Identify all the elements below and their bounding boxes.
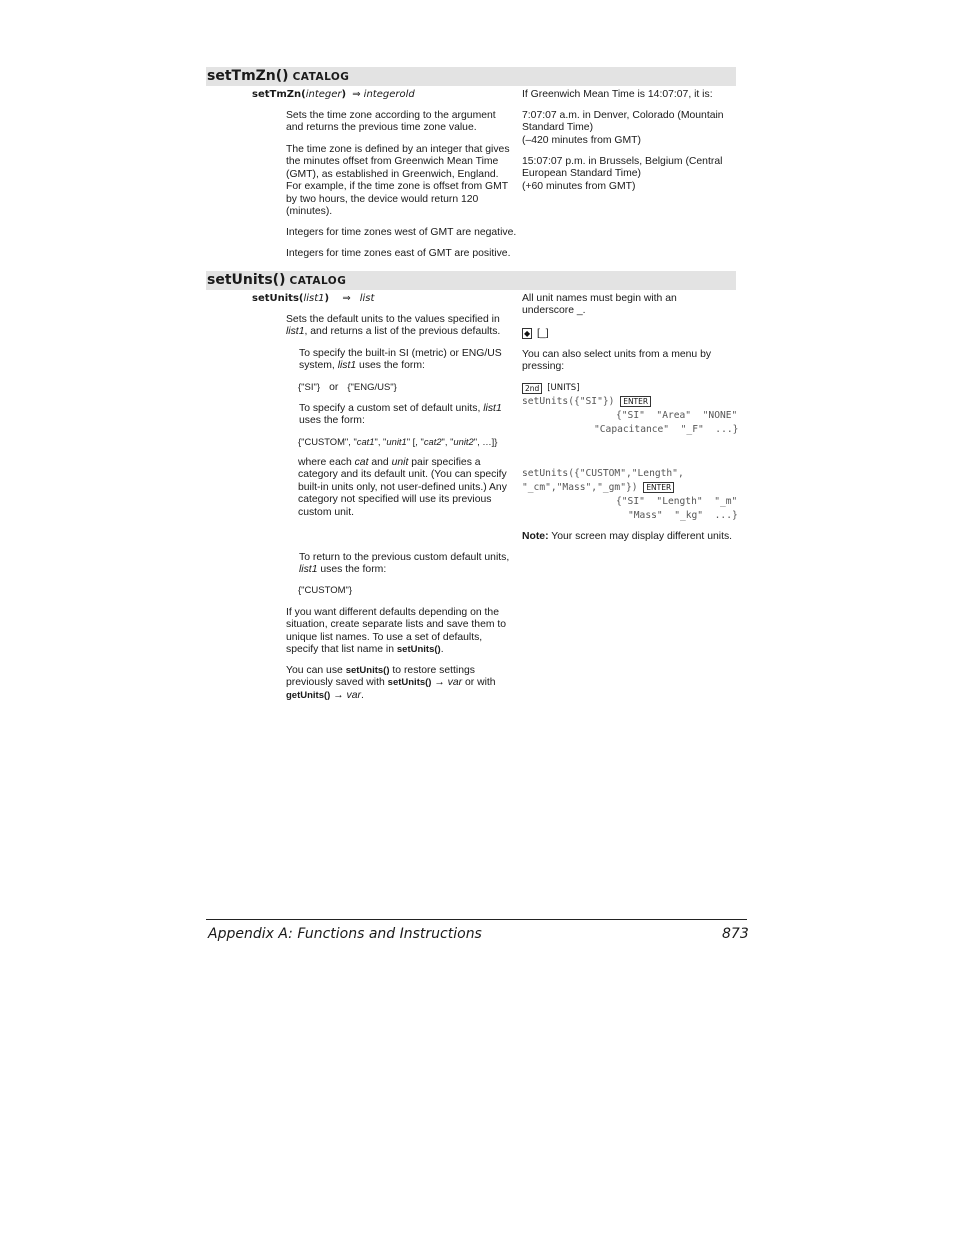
store-arrow-icon: → (431, 677, 448, 689)
text: . (360, 689, 364, 701)
text-italic: list1 (483, 403, 502, 414)
units-key-text: UNITS (550, 383, 577, 393)
text: or (329, 382, 339, 393)
units-key-label: [UNITS] (547, 383, 580, 393)
settmzn-example-intro: If Greenwich Mean Time is 14:07:07, it is: (522, 89, 713, 100)
text-italic: var (346, 689, 361, 701)
store-arrow-icon: → (330, 689, 347, 701)
setunits-catalog-tag: CATALOG (289, 275, 347, 287)
text: To specify a custom set of default units, (299, 403, 484, 414)
arrow-icon: ⇒ (342, 293, 351, 304)
text: , and returns a list of the previous defaults. (304, 326, 501, 338)
code-form: ", " (441, 436, 454, 447)
diamond-key-icon: ◆ (524, 329, 531, 338)
text-bold: setUnits() (396, 644, 441, 656)
text-bold: setUnits() (345, 665, 390, 676)
arrow-icon: ⇒ (352, 89, 361, 100)
underscore-key-label: [_] (537, 328, 549, 340)
setunits-screen-note (522, 531, 736, 543)
setunits-heading (207, 272, 346, 288)
text: uses the form: (299, 415, 365, 427)
text: uses the form: (317, 564, 387, 576)
enter-key-icon: ENTER (620, 396, 651, 407)
example2-command-line2 (522, 481, 674, 495)
setunits-signature (252, 293, 374, 304)
text: Sets the default units to the values specified in (286, 314, 500, 325)
text: If you want different defaults depending on the situation, create separate lists and save them to unique list names. To use a set of defaults, specify that list name in (286, 607, 507, 656)
setunits-different-defaults (286, 607, 514, 657)
setunits-si-form (298, 382, 397, 394)
setunits-desc-1 (286, 314, 512, 339)
sig-name: setUnits( (252, 293, 304, 304)
setunits-restore-desc (286, 665, 514, 702)
settmzn-catalog-tag: CATALOG (292, 71, 350, 83)
setunits-menu-note: You can also select units from a menu by pressing: (522, 349, 712, 373)
example2-result-line2: "Mass" "_kg" ...} (628, 510, 738, 521)
example1-result-line2: "Capacitance" "_F" ...} (594, 424, 739, 435)
text-italic: list1 (286, 326, 305, 338)
settmzn-desc-3: Integers for time zones west of GMT are negative. (286, 227, 517, 238)
text-italic: cat1 (356, 436, 375, 447)
settmzn-desc-1: Sets the time zone according to the argument and returns the previous time zone value. (286, 110, 496, 134)
code-form: " [, " (406, 436, 424, 447)
sig-arg: list1 (303, 293, 325, 304)
setunits-custom-desc (299, 403, 505, 428)
code-form: {"SI"} (298, 382, 321, 393)
setunits-where-desc (298, 457, 510, 519)
text-italic: unit2 (453, 436, 474, 447)
code-form: ", …]} (473, 436, 498, 447)
settmzn-example-denver: 7:07:07 a.m. in Denver, Colorado (Mountain Standard Time) (–420 minutes from GMT) (522, 110, 724, 146)
code-input: "_cm","Mass","_gm"}) (522, 482, 638, 493)
sig-name: setTmZn( (252, 89, 306, 100)
text: to restore settings previously saved with (286, 665, 475, 689)
sig-result: integerold (363, 89, 415, 100)
text: To specify the built-in SI (metric) or ENG/US system, (299, 348, 502, 372)
settmzn-desc-2: The time zone is defined by an integer that gives the minutes offset from Greenwich Mean Time (GMT), as established in Greenwich, England. For example, if the time zone is offset from GMT by two hours, the device would return 120 (minutes). (286, 144, 510, 218)
setunits-return-desc (299, 552, 513, 577)
code-form: {"CUSTOM", " (298, 436, 357, 447)
note-label: Note: (522, 531, 549, 542)
text: . (440, 644, 444, 656)
footer-rule (206, 919, 747, 920)
settmzn-title: setTmZn() (207, 68, 289, 84)
setunits-si-desc (299, 348, 505, 373)
sig-close: ) (341, 89, 347, 100)
example1-command (522, 395, 651, 409)
settmzn-example-brussels: 15:07:07 p.m. in Brussels, Belgium (Central European Standard Time) (+60 minutes from GMT) (522, 156, 723, 192)
setunits-return-form: {"CUSTOM"} (298, 585, 353, 596)
text-italic: list1 (337, 360, 357, 372)
text-italic: list1 (299, 564, 318, 576)
example2-result-line1: {"SI" "Length" "_m" (616, 496, 738, 507)
sig-arg: integer (305, 89, 342, 100)
settmzn-heading (207, 68, 349, 84)
sig-result: list (359, 293, 375, 304)
code-input: setUnits({"SI"}) (522, 396, 615, 407)
code-form: ", " (374, 436, 387, 447)
text: To return to the previous custom default units, (299, 552, 510, 563)
setunits-custom-form (298, 436, 497, 448)
setunits-title: setUnits() (207, 272, 286, 288)
text: You can use (286, 665, 346, 676)
text-italic: cat2 (423, 436, 442, 447)
settmzn-signature (252, 89, 415, 100)
text-italic: unit (391, 457, 409, 468)
page-number: 873 (722, 926, 749, 942)
text: where each (298, 457, 355, 468)
setunits-menu-keys (522, 383, 582, 396)
text: or with (462, 677, 496, 689)
text-bold: getUnits() (286, 689, 331, 701)
text-italic: var (447, 677, 463, 689)
code-form: {"ENG/US"} (347, 382, 397, 393)
2nd-key-icon: 2nd (522, 383, 542, 394)
setunits-underscore-note: All unit names must begin with an underscore _. (522, 293, 677, 317)
text: and (368, 457, 392, 468)
text-italic: unit1 (386, 436, 407, 447)
setunits-underscore-keys (522, 328, 549, 341)
example1-result-line1: {"SI" "Area" "NONE" (616, 410, 738, 421)
text: pair specifies a category and its default unit. (You can specify built-in units only, not user-defined units.) Any category not specified will use its previous custom unit. (298, 457, 507, 518)
text: uses the form: (356, 360, 425, 372)
note-text: Your screen may display different units. (548, 531, 733, 542)
text-italic: cat (354, 457, 369, 468)
sig-close: ) (324, 293, 330, 304)
example2-command-line1: setUnits({"CUSTOM","Length", (522, 468, 684, 479)
settmzn-desc-4: Integers for time zones east of GMT are positive. (286, 248, 511, 259)
text-bold: setUnits() (387, 677, 432, 689)
footer-title: Appendix A: Functions and Instructions (208, 926, 482, 942)
enter-key-icon: ENTER (643, 482, 674, 493)
